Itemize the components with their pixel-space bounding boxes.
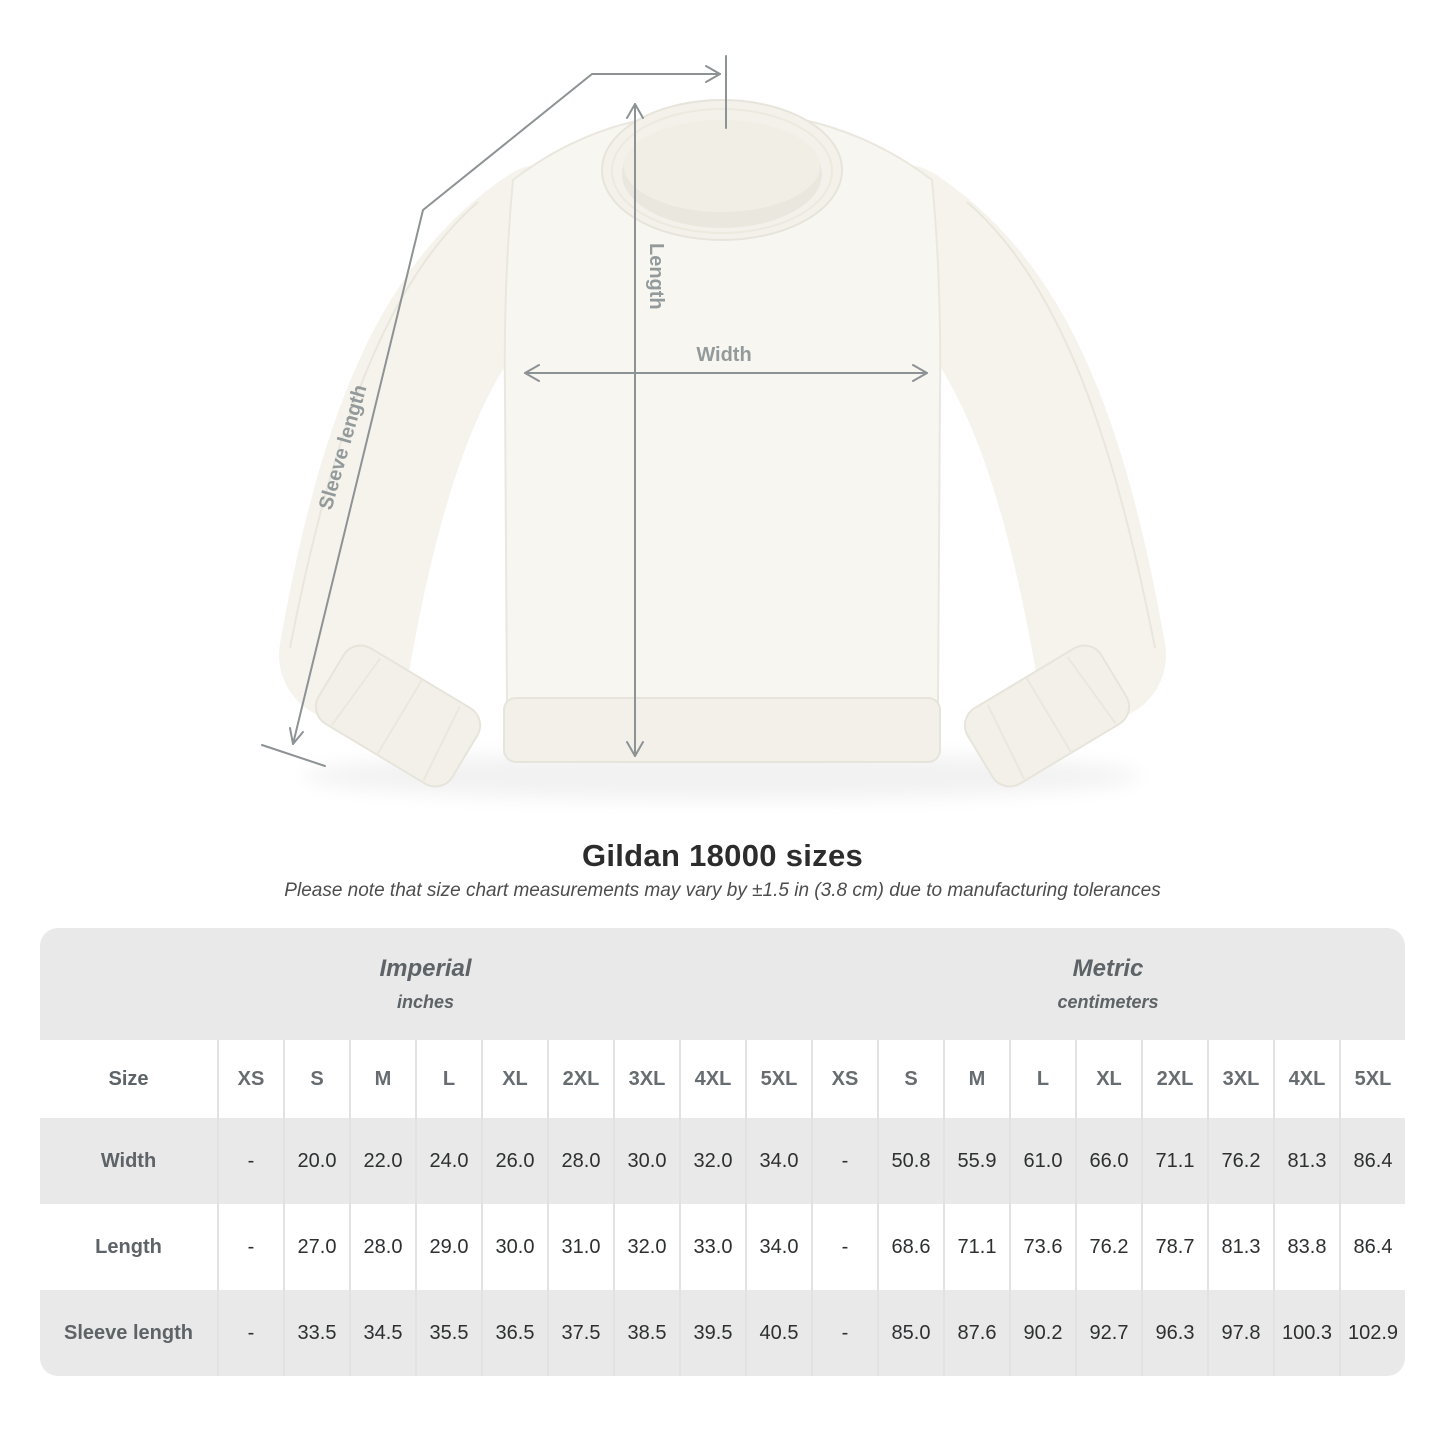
length-label: Length — [645, 243, 667, 310]
row-label-sleeve-length: Sleeve length — [40, 1290, 217, 1376]
hem-band — [504, 698, 940, 762]
cell-width-metric-xl: 66.0 — [1075, 1118, 1141, 1204]
cell-length-imperial-xs: - — [217, 1204, 283, 1290]
cell-sleeve-length-imperial-5xl: 40.5 — [745, 1290, 811, 1376]
row-label-width: Width — [40, 1118, 217, 1204]
cell-width-metric-l: 61.0 — [1009, 1118, 1075, 1204]
size-header-metric-l: L — [1009, 1040, 1075, 1118]
size-header-metric-3xl: 3XL — [1207, 1040, 1273, 1118]
cell-width-metric-2xl: 71.1 — [1141, 1118, 1207, 1204]
size-table-container — [40, 928, 1405, 1376]
size-header-metric-5xl: 5XL — [1339, 1040, 1405, 1118]
cell-sleeve-length-metric-xl: 92.7 — [1075, 1290, 1141, 1376]
unit-group-name: Metric — [1072, 955, 1144, 983]
page-title: Gildan 18000 sizes — [581, 838, 864, 873]
cell-sleeve-length-metric-4xl: 100.3 — [1273, 1290, 1339, 1376]
cell-length-imperial-l: 29.0 — [415, 1204, 481, 1290]
tolerance-note: Please note that size chart measurements may vary by ±1.5 in (3.8 cm) due to manufacturing tolerances — [284, 880, 1161, 901]
cell-width-imperial-l: 24.0 — [415, 1118, 481, 1204]
cell-width-metric-xs: - — [811, 1118, 877, 1204]
cell-width-metric-s: 50.8 — [877, 1118, 943, 1204]
cell-width-imperial-s: 20.0 — [283, 1118, 349, 1204]
cell-width-imperial-m: 22.0 — [349, 1118, 415, 1204]
cell-sleeve-length-metric-2xl: 96.3 — [1141, 1290, 1207, 1376]
size-header-metric-xs: XS — [811, 1040, 877, 1118]
cell-length-metric-m: 71.1 — [943, 1204, 1009, 1290]
cell-length-metric-4xl: 83.8 — [1273, 1204, 1339, 1290]
row-label-length: Length — [40, 1204, 217, 1290]
size-column-header: Size — [40, 1040, 217, 1118]
cell-length-metric-l: 73.6 — [1009, 1204, 1075, 1290]
cell-sleeve-length-metric-l: 90.2 — [1009, 1290, 1075, 1376]
cell-length-imperial-5xl: 34.0 — [745, 1204, 811, 1290]
size-header-metric-4xl: 4XL — [1273, 1040, 1339, 1118]
collar — [602, 100, 842, 240]
size-header-metric-xl: XL — [1075, 1040, 1141, 1118]
size-header-imperial-4xl: 4XL — [679, 1040, 745, 1118]
size-header-imperial-3xl: 3XL — [613, 1040, 679, 1118]
cell-length-metric-3xl: 81.3 — [1207, 1204, 1273, 1290]
cell-sleeve-length-imperial-3xl: 38.5 — [613, 1290, 679, 1376]
cell-sleeve-length-metric-5xl: 102.9 — [1339, 1290, 1405, 1376]
cell-width-imperial-3xl: 30.0 — [613, 1118, 679, 1204]
cell-sleeve-length-imperial-s: 33.5 — [283, 1290, 349, 1376]
size-header-imperial-l: L — [415, 1040, 481, 1118]
size-header-metric-m: M — [943, 1040, 1009, 1118]
cell-sleeve-length-imperial-xs: - — [217, 1290, 283, 1376]
cell-length-imperial-m: 28.0 — [349, 1204, 415, 1290]
cell-sleeve-length-imperial-2xl: 37.5 — [547, 1290, 613, 1376]
cell-length-imperial-4xl: 33.0 — [679, 1204, 745, 1290]
cell-length-imperial-2xl: 31.0 — [547, 1204, 613, 1290]
size-header-imperial-m: M — [349, 1040, 415, 1118]
cell-width-imperial-5xl: 34.0 — [745, 1118, 811, 1204]
cell-width-metric-m: 55.9 — [943, 1118, 1009, 1204]
cell-width-metric-4xl: 81.3 — [1273, 1118, 1339, 1204]
size-header-imperial-xl: XL — [481, 1040, 547, 1118]
cell-length-metric-s: 68.6 — [877, 1204, 943, 1290]
cell-sleeve-length-metric-xs: - — [811, 1290, 877, 1376]
unit-group-imperial — [40, 928, 811, 1040]
sleeve-length-label: Sleeve length — [314, 382, 372, 513]
size-header-metric-s: S — [877, 1040, 943, 1118]
cell-width-imperial-xs: - — [217, 1118, 283, 1204]
size-header-metric-2xl: 2XL — [1141, 1040, 1207, 1118]
size-header-imperial-2xl: 2XL — [547, 1040, 613, 1118]
size-table — [40, 928, 1405, 1376]
cell-width-imperial-xl: 26.0 — [481, 1118, 547, 1204]
cell-length-metric-2xl: 78.7 — [1141, 1204, 1207, 1290]
cell-length-metric-xs: - — [811, 1204, 877, 1290]
cell-width-metric-5xl: 86.4 — [1339, 1118, 1405, 1204]
width-label: Width — [696, 344, 752, 366]
cell-length-imperial-xl: 30.0 — [481, 1204, 547, 1290]
cell-width-imperial-4xl: 32.0 — [679, 1118, 745, 1204]
size-header-imperial-s: S — [283, 1040, 349, 1118]
size-header-imperial-5xl: 5XL — [745, 1040, 811, 1118]
cell-sleeve-length-metric-s: 85.0 — [877, 1290, 943, 1376]
cell-sleeve-length-imperial-m: 34.5 — [349, 1290, 415, 1376]
cell-sleeve-length-imperial-xl: 36.5 — [481, 1290, 547, 1376]
cell-sleeve-length-imperial-4xl: 39.5 — [679, 1290, 745, 1376]
cell-sleeve-length-metric-3xl: 97.8 — [1207, 1290, 1273, 1376]
cell-width-imperial-2xl: 28.0 — [547, 1118, 613, 1204]
cell-length-metric-5xl: 86.4 — [1339, 1204, 1405, 1290]
unit-group-name: Imperial — [379, 955, 472, 983]
cell-sleeve-length-metric-m: 87.6 — [943, 1290, 1009, 1376]
cell-sleeve-length-imperial-l: 35.5 — [415, 1290, 481, 1376]
unit-group-unit: centimeters — [1057, 991, 1159, 1012]
unit-group-metric — [811, 928, 1405, 1040]
cell-length-imperial-3xl: 32.0 — [613, 1204, 679, 1290]
size-header-imperial-xs: XS — [217, 1040, 283, 1118]
cell-width-metric-3xl: 76.2 — [1207, 1118, 1273, 1204]
unit-group-unit: inches — [396, 991, 455, 1012]
cell-length-metric-xl: 76.2 — [1075, 1204, 1141, 1290]
cell-length-imperial-s: 27.0 — [283, 1204, 349, 1290]
